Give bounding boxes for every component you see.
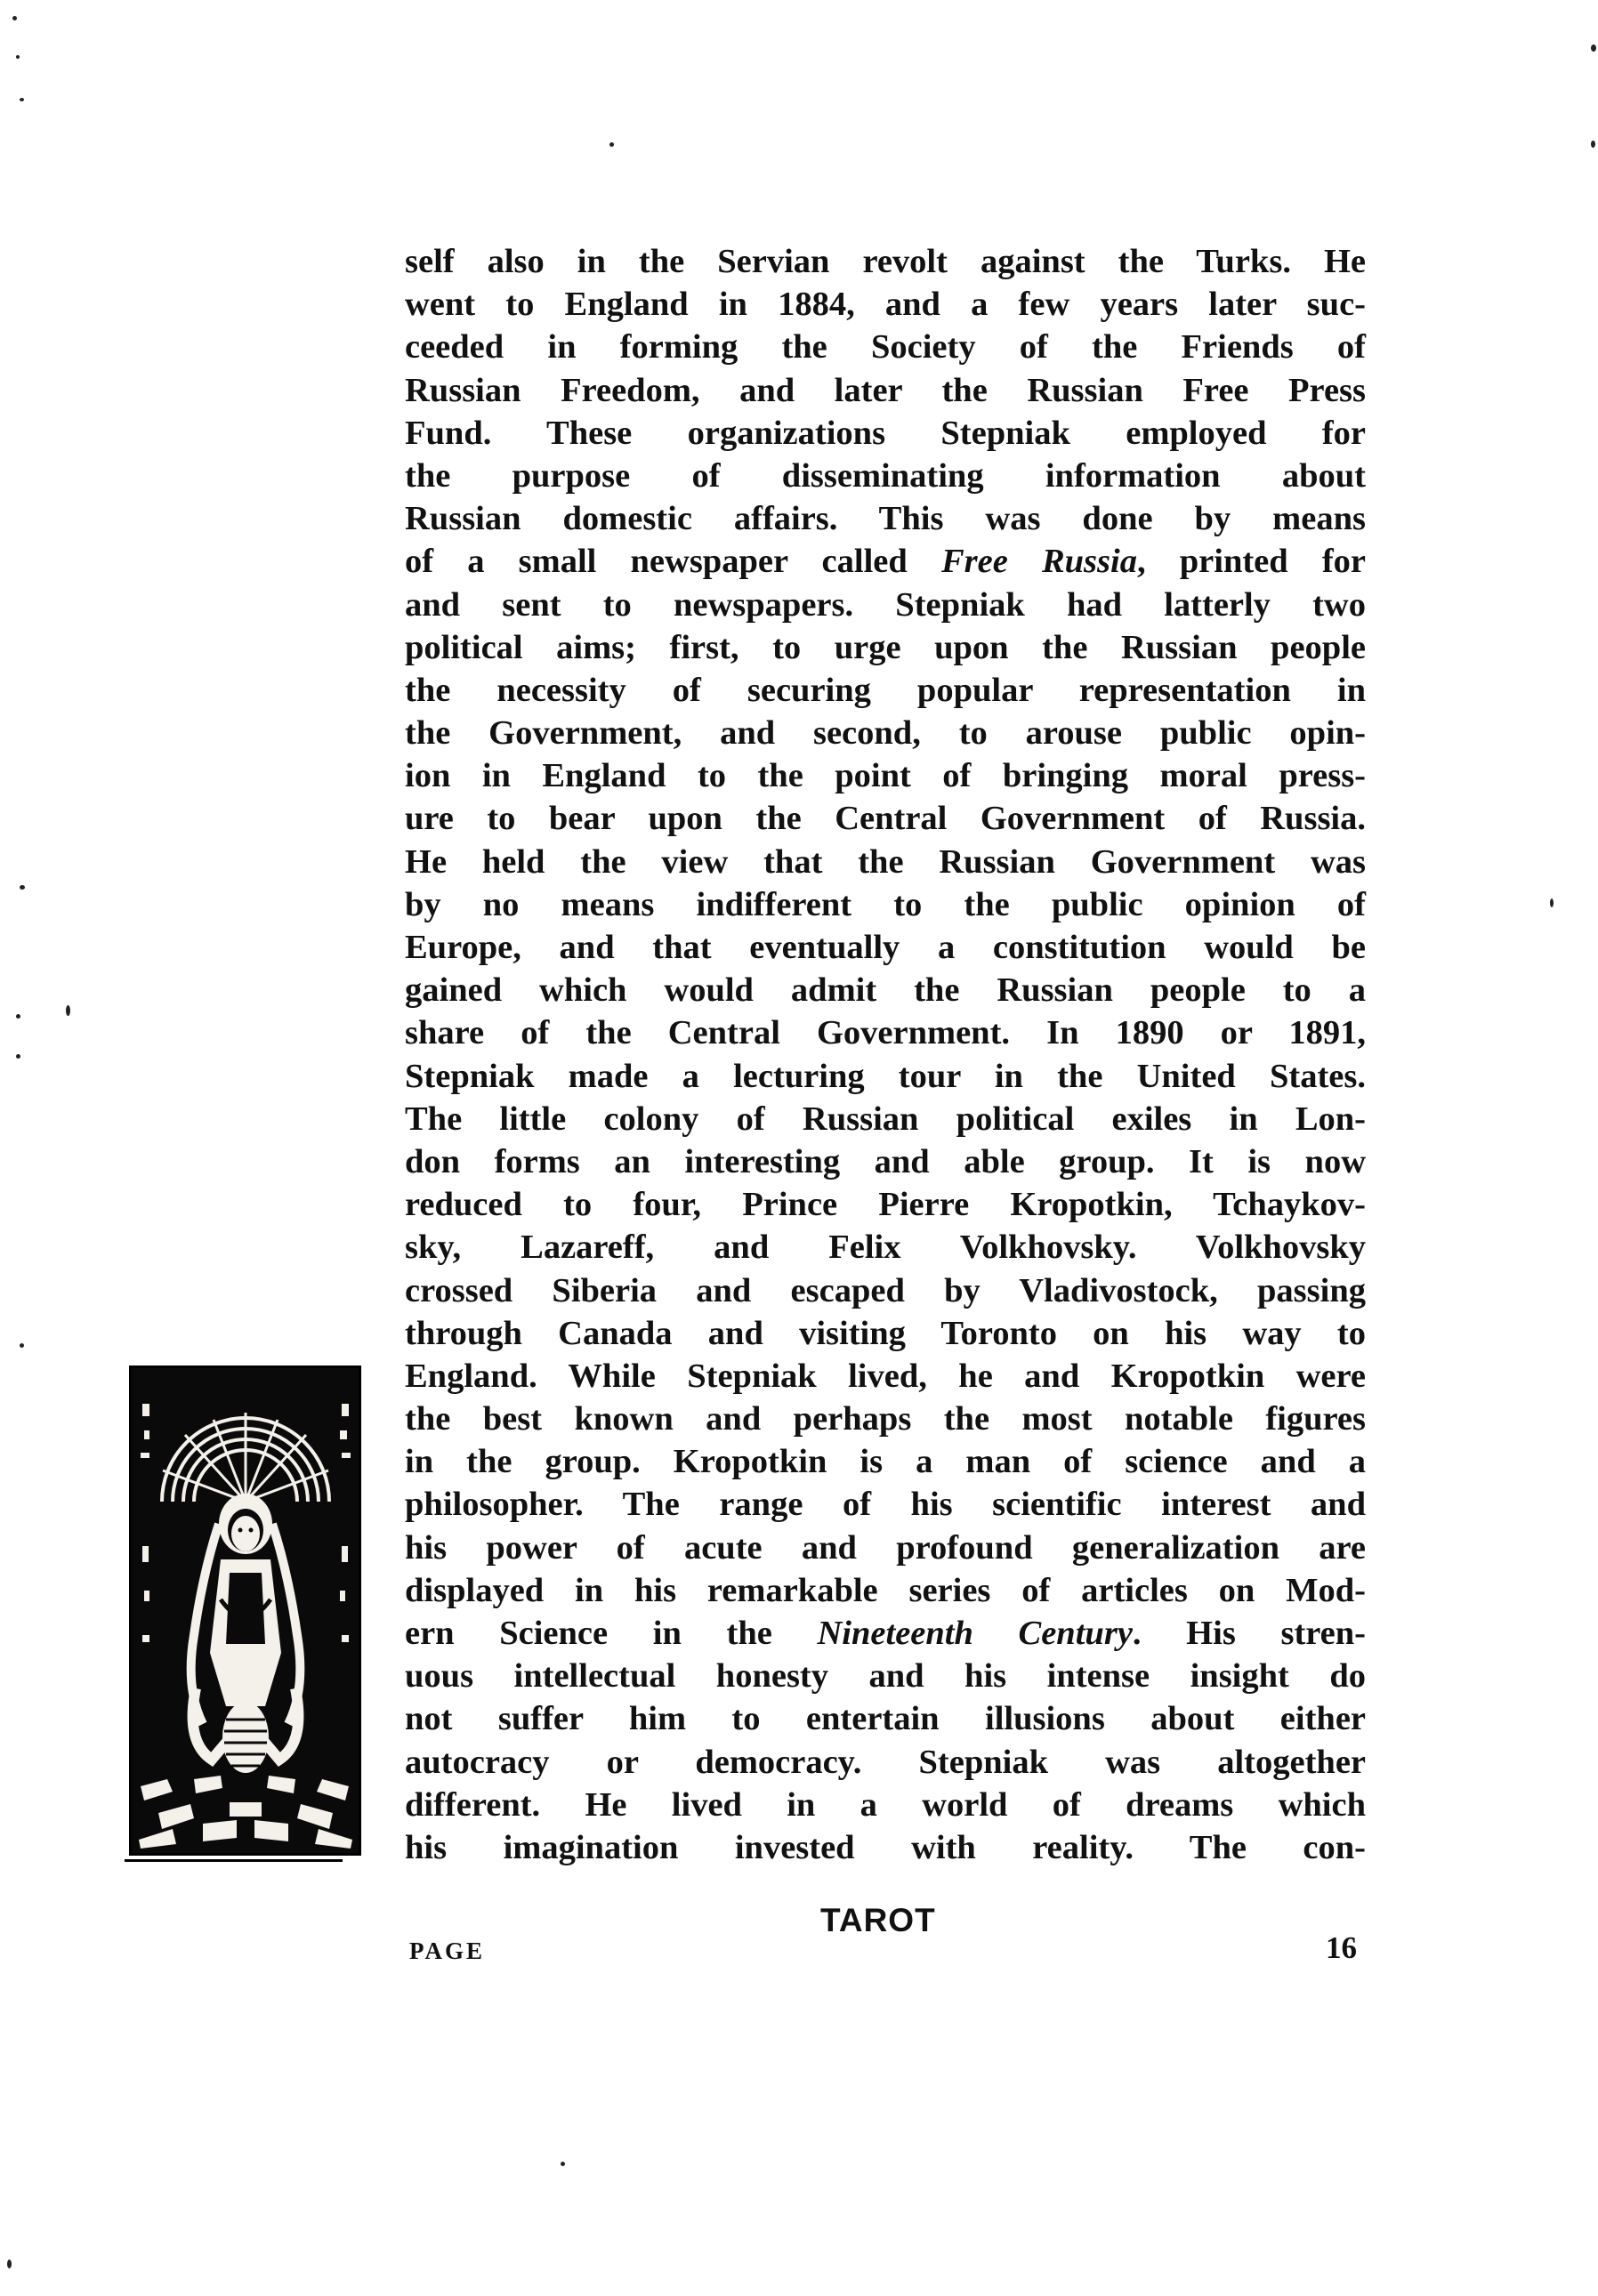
scan-speck [1591,141,1595,148]
text-line: philosopher. The range of his scientific interest and [405,1486,1366,1524]
tarot-figure-woodcut-icon [129,1366,361,1856]
text-line: not suffer him to entertain illusions about either [405,1700,1366,1738]
text-line: and sent to newspapers. Stepniak had latterly two [405,585,1366,624]
scan-speck [20,885,25,890]
text-line: He held the view that the Russian Government was [405,842,1366,881]
scan-speck [16,1014,20,1019]
text-line: his power of acute and profound generalization are [405,1528,1366,1567]
text-line: reduced to four, Prince Pierre Kropotkin, Tchaykov- [405,1186,1366,1224]
scan-speck [20,1343,24,1348]
scan-speck [16,55,20,59]
text-line: the purpose of disseminating information about [405,456,1366,495]
text-line: The little colony of Russian political exiles in Lon- [405,1100,1366,1138]
text-line: by no means indifferent to the public opinion of [405,885,1366,923]
text-line: went to England in 1884, and a few years later suc- [405,286,1366,324]
scan-speck [12,16,17,20]
text-line: ern Science in the Nineteenth Century. His stren- [405,1615,1366,1652]
text-line: Russian Freedom, and later the Russian Free Press [405,371,1366,409]
text-line: political aims; first, to urge upon the Russian people [405,628,1366,666]
italic-title: Free Russia [940,543,1137,581]
text-line: the Government, and second, to arouse public opin- [405,714,1366,753]
text-line: England. While Stepniak lived, he and Kropotkin were [405,1357,1366,1395]
text-line: gained which would admit the Russian people to a [405,971,1366,1010]
text-line: displayed in his remarkable series of articles on Mod- [405,1571,1366,1609]
text-line: ceeded in forming the Society of the Friends of [405,328,1366,367]
text-line: the best known and perhaps the most notable figures [405,1400,1366,1438]
text-line: Europe, and that eventually a constitution would be [405,929,1366,966]
text-line: uous intellectual honesty and his intense insight do [405,1657,1366,1696]
text-line: ure to bear upon the Central Government of Russia. [405,800,1366,838]
text-line: share of the Central Government. In 1890 or 1891, [405,1014,1366,1052]
text-line: sky, Lazareff, and Felix Volkhovsky. Volkhovsky [405,1229,1366,1267]
text-line: ion in England to the point of bringing moral press- [405,757,1366,795]
scan-speck [1591,44,1596,52]
scan-speck [609,142,614,147]
scan-speck [16,1054,20,1059]
illustration-rule [125,1859,343,1862]
italic-title: Nineteenth Century [817,1615,1133,1652]
text-line: different. He lived in a world of dreams which [405,1785,1366,1824]
scan-speck [7,2260,12,2268]
scan-speck [66,1005,70,1016]
page-number: 16 [1326,1930,1357,1965]
text-line: the necessity of securing popular representation in [405,671,1366,709]
scan-speck [20,98,24,101]
scan-speck [561,2162,565,2166]
text-line: don forms an interesting and able group. It is now [405,1142,1366,1180]
body-text [405,240,1366,1869]
text-line: Russian domestic affairs. This was done by means [405,500,1366,538]
text-line: autocracy or democracy. Stepniak was altogether [405,1743,1366,1781]
text-line: Fund. These organizations Stepniak employed for [405,414,1366,452]
text-line: of a small newspaper called Free Russia, printed for [405,543,1367,581]
text-line: his imagination invested with reality. The con- [405,1828,1366,1866]
text-line: through Canada and visiting Toronto on his way to [405,1314,1366,1352]
scan-speck [1550,898,1554,907]
page-label: PAGE [409,1938,485,1964]
text-line: self also in the Servian revolt against the Turks. He [405,243,1366,280]
text-line: in the group. Kropotkin is a man of science and a [405,1443,1366,1481]
running-title: TAROT [820,1902,936,1938]
text-line: crossed Siberia and escaped by Vladivostock, passing [405,1271,1366,1309]
text-line: Stepniak made a lecturing tour in the United States. [405,1057,1366,1095]
